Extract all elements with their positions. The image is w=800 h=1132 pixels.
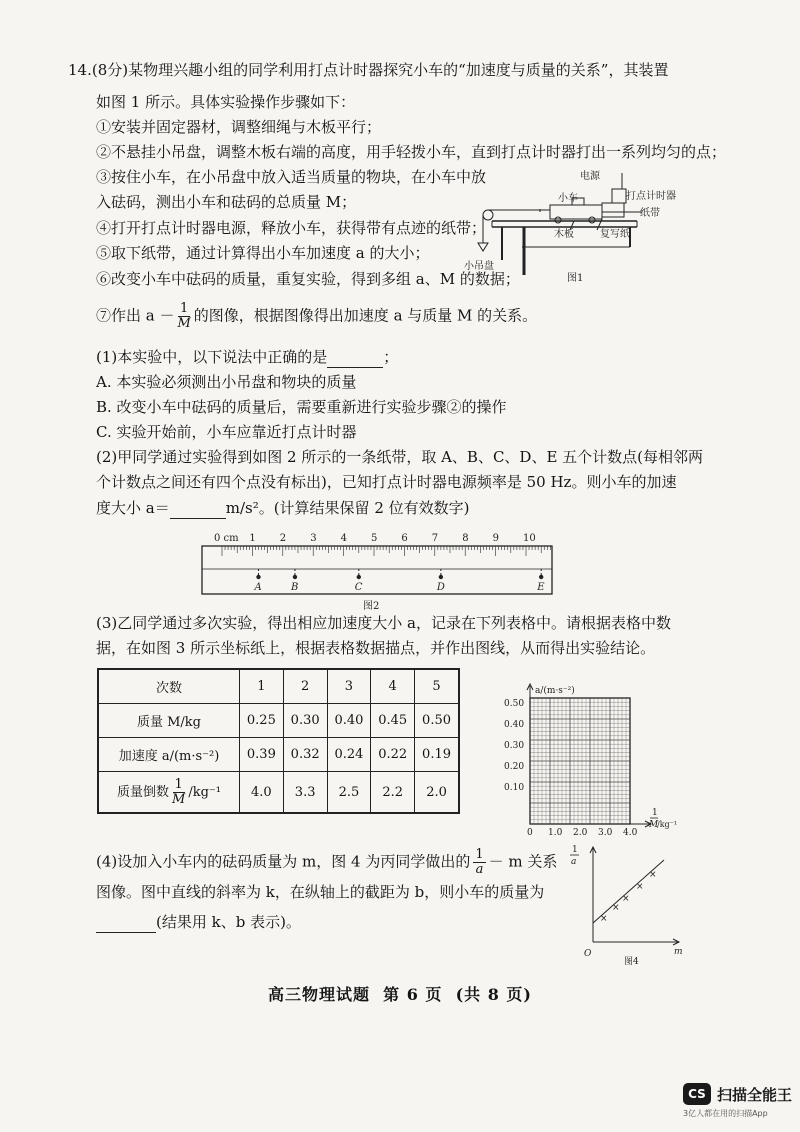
fig3-x-tick-label: 3.0 (598, 828, 613, 838)
step-2: ②不悬挂小吊盘，调整木板右端的高度，用手轻拨小车，直到打点计时器打出一系列均匀的点； (96, 143, 727, 161)
part-4-line-1-prefix: (4)设加入小车内的砝码质量为 m，图 4 为丙同学做出的 (96, 852, 471, 871)
figure-3-graph-paper (498, 684, 688, 836)
tape-point-label: C (354, 582, 363, 593)
part-4-fraction (473, 848, 485, 877)
ruler-tick-number: 3 (310, 533, 317, 544)
fig4-point: × (622, 894, 630, 904)
part-2-line-3 (96, 498, 470, 519)
part-4-line-1 (96, 848, 557, 877)
table-row-label-suffix: /kg⁻¹ (188, 784, 221, 800)
table-col-header: 5 (415, 669, 459, 704)
tape-point-label: D (436, 582, 445, 593)
question-points: (8分) (91, 61, 129, 79)
part-4-line-1-suffix: － m 关系 (488, 852, 558, 871)
part-1-stem-text: (1)本实验中，以下说法中正确的是 (96, 348, 328, 366)
fig3-x-tick-label: 4.0 (623, 828, 638, 838)
table-cell: 2.5 (327, 772, 371, 814)
ruler-tick-number: 5 (371, 533, 378, 544)
table-row (98, 704, 459, 738)
table-cell: 3.3 (283, 772, 327, 814)
footer-total: (共 8 页) (455, 985, 532, 1004)
table-row (98, 772, 459, 814)
fig3-x-tick-label: 1.0 (548, 828, 563, 838)
step-7-frac-num: 1 (180, 301, 189, 316)
table-frac-den: M (172, 791, 186, 807)
table-cell: 2.2 (371, 772, 415, 814)
table-cell: 0.45 (371, 704, 415, 738)
question-number: 14. (68, 61, 92, 79)
table-cell: 0.22 (371, 738, 415, 772)
fig3-x-label-unit: /kg⁻¹ (657, 820, 678, 829)
table-header-label: 次数 (98, 669, 240, 704)
ruler-tick-number: 1 (249, 533, 256, 544)
tape-point-dot (539, 575, 543, 579)
table-cell: 2.0 (415, 772, 459, 814)
tape-point-label: B (290, 582, 299, 593)
ruler-tick-number: 7 (431, 533, 439, 544)
fig3-x-label-den: M (649, 820, 659, 830)
table-cell: 0.50 (415, 704, 459, 738)
step-3: ③按住小车，在小吊盘中放入适当质量的物块，在小车中放 (96, 168, 487, 186)
tape-point-dot (293, 575, 297, 579)
step-1: ①安装并固定器材，调整细绳与木板平行； (96, 118, 382, 136)
fig1-board-label: 木板 (554, 229, 574, 240)
figure-1-apparatus (462, 165, 676, 287)
table-cell: 0.30 (283, 704, 327, 738)
figure-2-ruler-tape (195, 527, 575, 615)
tape-point-dot (357, 575, 361, 579)
table-cell: 0.32 (283, 738, 327, 772)
step-7-suffix: 的图像，根据图像得出加速度 a 与质量 M 的关系。 (193, 306, 538, 325)
fig1-power-label: 电源 (580, 171, 600, 182)
part-4-answer-blank[interactable] (96, 912, 156, 933)
fig3-y-tick-label: 0.40 (504, 720, 525, 730)
table-cell: 0.40 (327, 704, 371, 738)
fig3-x-label-num: 1 (652, 808, 658, 818)
ruler-unit-label: 0 cm (214, 533, 239, 544)
fig4-y-label-num: 1 (572, 845, 578, 855)
step-3-cont: 入砝码，测出小车和砝码的总质量 M； (96, 193, 357, 211)
fig4-origin: O (584, 949, 592, 959)
fig4-caption: 图4 (624, 957, 639, 967)
part-1-option-a: A. 本实验必须测出小吊盘和物块的质量 (96, 373, 357, 391)
question-intro-2: 如图 1 所示。具体实验操作步骤如下： (96, 93, 356, 111)
table-row-label (98, 772, 240, 814)
fig3-x-tick-label: 2.0 (573, 828, 588, 838)
part-2-line-2: 个计数点之间还有四个点没有标出)，已知打点计时器电源频率是 50 Hz。则小车的加速 (96, 473, 677, 491)
tape-point-dot (256, 575, 260, 579)
table-row-label-prefix: 质量倒数 (117, 784, 170, 800)
fig4-point: × (612, 903, 620, 913)
table-cell: 4.0 (240, 772, 284, 814)
step-7-frac-den: M (177, 316, 191, 331)
part-1-stem-end: ； (383, 348, 399, 366)
footer-title: 高三物理试题 (268, 985, 371, 1004)
part-4-line-3 (96, 912, 301, 933)
part-2-answer-blank[interactable] (170, 498, 226, 519)
ruler-tick-number: 6 (401, 533, 408, 544)
table-col-header: 4 (371, 669, 415, 704)
ruler-tick-number: 8 (462, 533, 469, 544)
table-row-label-fraction (172, 778, 185, 807)
part-4-line-3-suffix: (结果用 k、b 表示)。 (156, 913, 301, 931)
part-4-frac-den: a (475, 862, 484, 877)
watermark-tagline: 3亿人都在用的扫描App (682, 1109, 768, 1118)
part-3-line-1: (3)乙同学通过多次实验，得出相应加速度大小 a，记录在下列表格中。请根据表格中数 (96, 614, 671, 632)
table-cell: 0.19 (415, 738, 459, 772)
ruler-tick-number: 2 (279, 533, 287, 544)
fig4-point: × (636, 882, 644, 892)
table-cell: 0.24 (327, 738, 371, 772)
table-header-row (98, 669, 459, 704)
figure-4-graph (566, 840, 696, 970)
table-col-header: 3 (327, 669, 371, 704)
fig4-x-label: m (674, 947, 683, 957)
table-frac-num: 1 (174, 776, 183, 792)
fig1-caption: 图1 (567, 273, 584, 284)
data-table (97, 668, 460, 814)
fig2-caption: 图2 (363, 601, 380, 612)
part-2-line-3-suffix: m/s²。(计算结果保留 2 位有效数字) (225, 499, 470, 517)
step-4: ④打开打点计时器电源，释放小车，获得带有点迹的纸带； (96, 219, 487, 237)
table-col-header: 1 (240, 669, 284, 704)
fig1-pan-label: 小吊盘 (464, 261, 494, 272)
tape-point-label: E (537, 582, 545, 593)
fig1-cart-label: 小车 (558, 193, 578, 204)
tape-point-dot (439, 575, 443, 579)
table-row-label: 质量 M/kg (98, 704, 240, 738)
fig4-point: × (649, 870, 657, 880)
table-col-header: 2 (283, 669, 327, 704)
step-7-prefix: ⑦作出 a － (96, 306, 175, 325)
fig1-timer-label: 打点计时器 (626, 191, 676, 202)
table-cell: 0.25 (240, 704, 284, 738)
part-1-answer-blank[interactable] (327, 347, 383, 368)
tape-point-label: A (254, 582, 262, 593)
ruler-tick-number: 10 (523, 533, 536, 544)
fig3-y-tick-label: 0.20 (504, 762, 525, 772)
part-1-option-c: C. 实验开始前，小车应靠近打点计时器 (96, 423, 357, 441)
ruler-tick-number: 9 (492, 533, 499, 544)
table-cell: 0.39 (240, 738, 284, 772)
fig3-y-tick-label: 0.10 (504, 783, 525, 793)
question-header (68, 60, 668, 80)
fig3-y-tick-label: 0.50 (504, 699, 525, 709)
fig4-point: × (600, 914, 608, 924)
question-intro-1: 某物理兴趣小组的同学利用打点计时器探究小车的“加速度与质量的关系”，其装置 (128, 61, 669, 79)
page-footer (0, 982, 800, 1005)
part-2-line-1: (2)甲同学通过实验得到如图 2 所示的一条纸带，取 A、B、C、D、E 五个计数点(每相邻两 (96, 448, 704, 466)
step-5: ⑤取下纸带，通过计算得出小车加速度 a 的大小； (96, 244, 430, 262)
watermark-logo-icon: CS (683, 1083, 711, 1105)
part-3-line-2: 据，在如图 3 所示坐标纸上，根据表格数据描点，并作出图线，从而得出实验结论。 (96, 639, 656, 657)
fig3-y-tick-label: 0.30 (504, 741, 525, 751)
fig3-x-tick-label: 0 (527, 828, 533, 838)
part-4-frac-num: 1 (475, 847, 484, 862)
scanner-watermark (683, 1083, 792, 1119)
step-7 (96, 302, 537, 331)
part-2-line-3-prefix: 度大小 a＝ (96, 499, 170, 517)
ruler-tick-number: 4 (340, 533, 347, 544)
step-7-fraction (177, 302, 190, 331)
watermark-name: 扫描全能王 (716, 1085, 792, 1104)
fig3-y-axis-label: a/(m·s⁻²) (535, 686, 575, 696)
part-4-line-2: 图像。图中直线的斜率为 k，在纵轴上的截距为 b，则小车的质量为 (96, 883, 545, 901)
fig4-y-label-den: a (571, 857, 577, 867)
table-row (98, 738, 459, 772)
table-row-label: 加速度 a/(m·s⁻²) (98, 738, 240, 772)
part-1-option-b: B. 改变小车中砝码的质量后，需要重新进行实验步骤②的操作 (96, 398, 507, 416)
fig1-tape-label: 纸带 (640, 208, 660, 219)
footer-page: 第 6 页 (383, 985, 443, 1004)
part-1-stem (96, 347, 398, 368)
step-6: ⑥改变小车中砝码的质量，重复实验，得到多组 a、M 的数据； (96, 270, 520, 288)
fig1-carbon-label: 复写纸 (600, 229, 630, 240)
